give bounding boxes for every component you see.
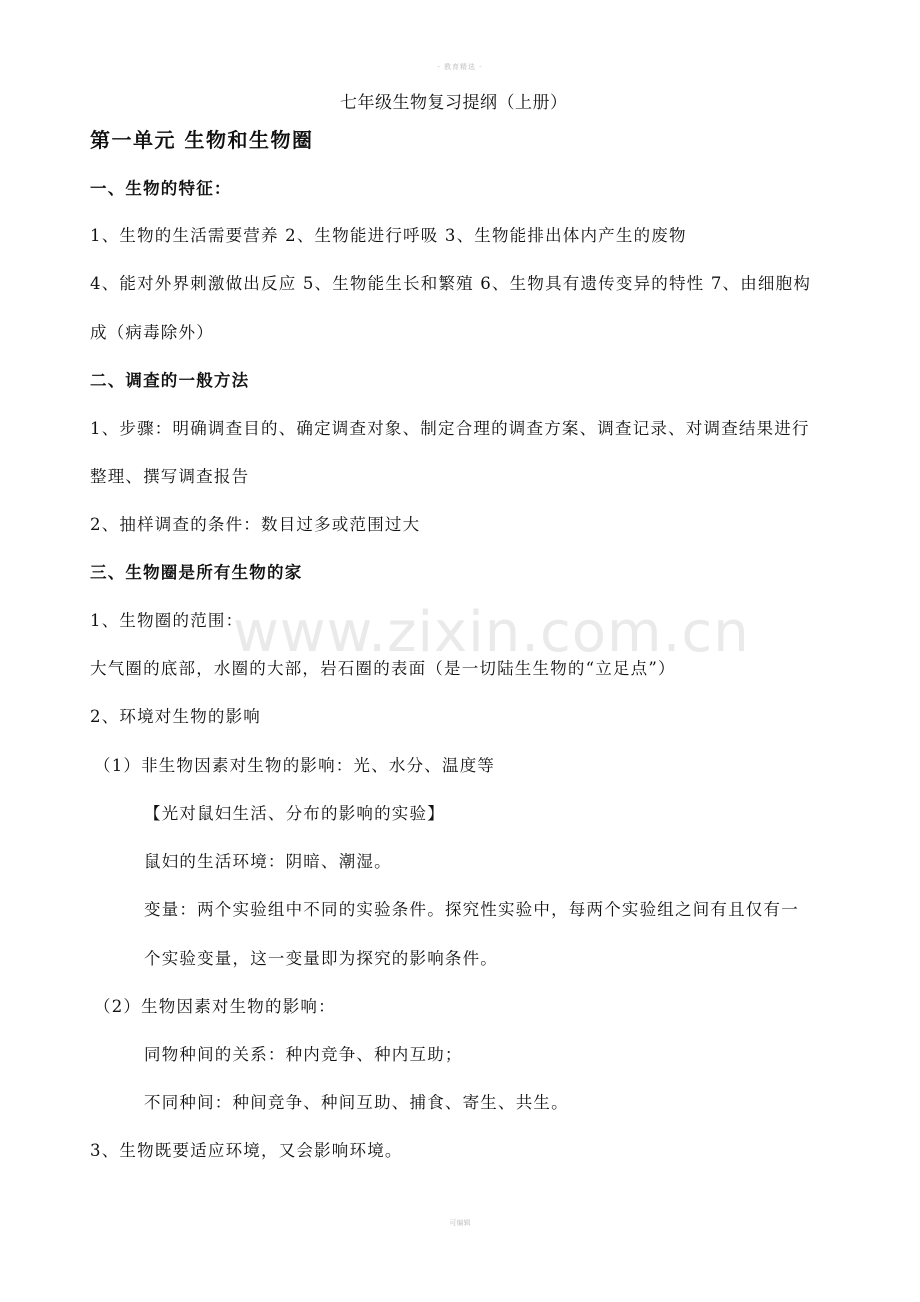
section2-heading: 二、调查的一般方法 <box>90 371 250 390</box>
section3-line4: （1）非生物因素对生物的影响：光、水分、温度等 <box>94 756 496 775</box>
section3-line3: 2、环境对生物的影响 <box>90 707 261 726</box>
unit-title: 第一单元 生物和生物圈 <box>90 128 314 152</box>
section3-line10: 同物种间的关系：种内竞争、种内互助； <box>144 1045 463 1064</box>
section2-line2: 整理、撰写调查报告 <box>90 467 250 486</box>
section3-line8: 个实验变量，这一变量即为探究的影响条件。 <box>144 949 498 968</box>
section3-line11: 不同种间：种间竞争、种间互助、捕食、寄生、共生。 <box>144 1093 569 1112</box>
section3-line5: 【光对鼠妇生活、分布的影响的实验】 <box>144 804 445 823</box>
section3-line7: 变量：两个实验组中不同的实验条件。探究性实验中，每两个实验组之间有且仅有一 <box>144 900 799 919</box>
section3-line9: （2）生物因素对生物的影响： <box>94 997 336 1016</box>
watermark: www.zixin.com.cn <box>233 600 750 665</box>
section2-line3: 2、抽样调查的条件：数目过多或范围过大 <box>90 515 421 534</box>
section3-line1: 1、生物圈的范围： <box>90 611 244 630</box>
section1-line2: 4、能对外界刺激做出反应 5、生物能生长和繁殖 6、生物具有遗传变异的特性 7、由细胞构 <box>90 274 812 293</box>
section3-heading: 三、生物圈是所有生物的家 <box>90 563 303 582</box>
header-mark: - 教育精选 - <box>437 63 483 71</box>
doc-title: 七年级生物复习提纲（上册） <box>340 93 568 113</box>
section3-line2: 大气圈的底部，水圈的大部，岩石圈的表面（是一切陆生生物的“立足点”） <box>90 659 676 678</box>
footer-mark: 可编辑 <box>449 1219 471 1227</box>
section3-line12: 3、生物既要适应环境，又会影响环境。 <box>90 1141 403 1160</box>
section1-line1: 1、生物的生活需要营养 2、生物能进行呼吸 3、生物能排出体内产生的废物 <box>90 226 687 245</box>
section1-heading: 一、生物的特征： <box>90 179 232 198</box>
section1-line3: 成（病毒除外） <box>90 323 214 342</box>
section2-line1: 1、步骤：明确调查目的、确定调查对象、制定合理的调查方案、调查记录、对调查结果进行 <box>90 419 810 438</box>
section3-line6: 鼠妇的生活环境：阴暗、潮湿。 <box>144 852 392 871</box>
